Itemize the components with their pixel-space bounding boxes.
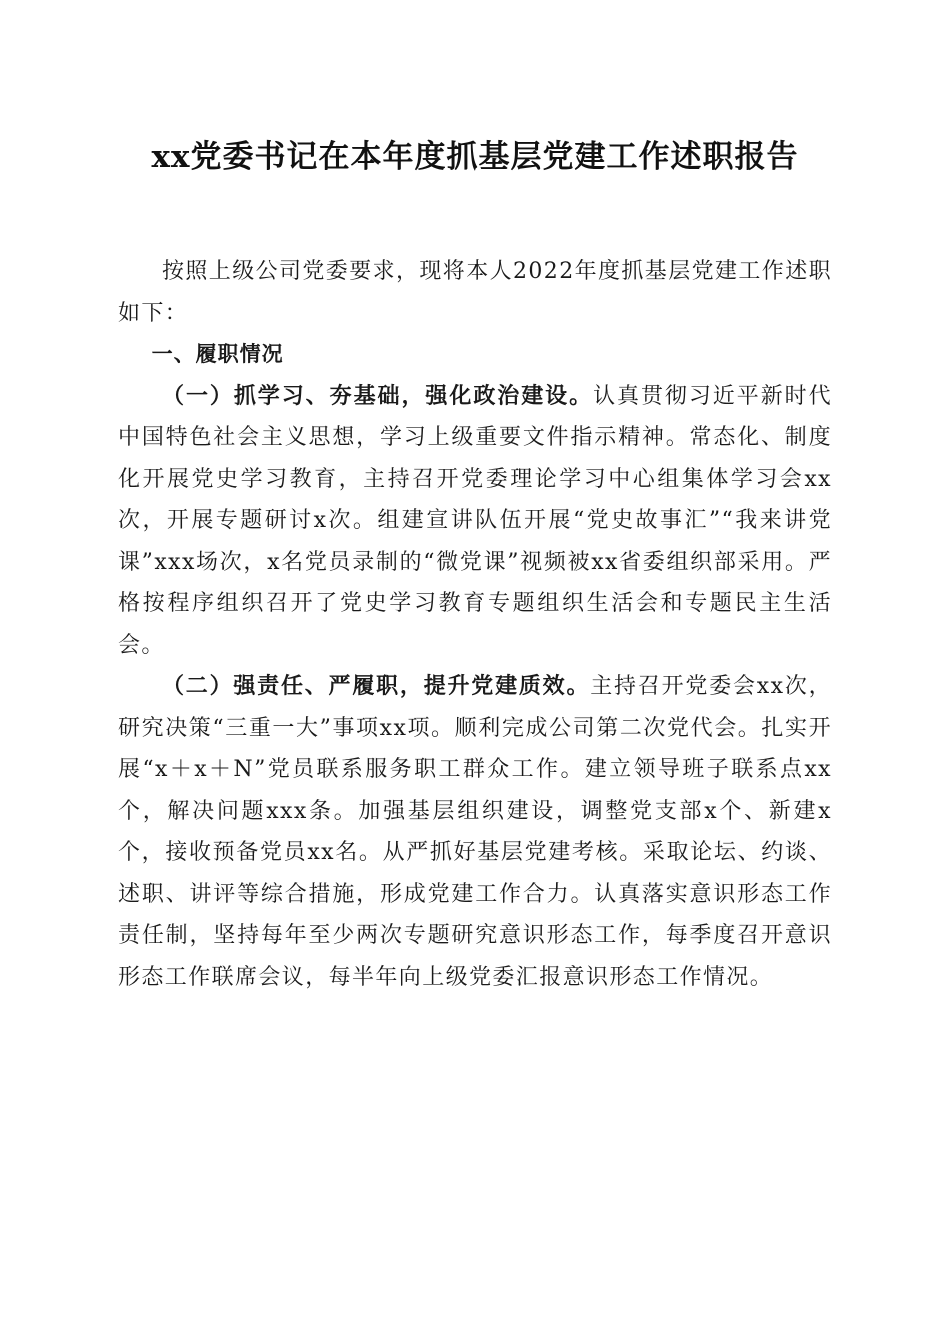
item-lead-1: （一）抓学习、夯基础，强化政治建设。 [162, 382, 594, 409]
item-text-2: 主持召开党委会xx次，研究决策“三重一大”事项xx项。顺利完成公司第二次党代会。扎实开展“x＋x＋N”党员联系服务职工群众工作。建立领导班子联系点xx个，解决问题xxx条。加强基层组织建设，调整党支部x个、新建x个，接收预备党员xx名。从严抓好基层党建考核。采取论坛、约谈、述职、讲评等综合措施，形成党建工作合力。认真落实意识形态工作责任制，坚持每年至少两次专题研究意识形态工作，每季度召开意识形态工作联席会议，每半年向上级党委汇报意识形态工作情况。 [118, 674, 833, 990]
intro-paragraph: 按照上级公司党委要求，现将本人2022年度抓基层党建工作述职如下： [118, 259, 832, 326]
document-body [118, 251, 832, 998]
item-paragraph-1 [118, 376, 832, 667]
section-heading: 一、履职情况 [151, 342, 284, 366]
item-lead-2: （二）强责任、严履职，提升党建质效。 [162, 673, 591, 699]
item-paragraph-2 [118, 666, 832, 998]
item-text-1: 认真贯彻习近平新时代中国特色社会主义思想，学习上级重要文件指示精神。常态化、制度化开展党史学习教育，主持召开党委理论学习中心组集体学习会xx次，开展专题研讨x次。组建宣讲队伍开展“党史故事汇”“我来讲党课”xxx场次，x名党员录制的“微党课”视频被xx省委组织部采用。严格按程序组织召开了党史学习教育专题组织生活会和专题民主生活会。 [118, 383, 832, 658]
document-title: xx党委书记在本年度抓基层党建工作述职报告 [151, 139, 799, 175]
